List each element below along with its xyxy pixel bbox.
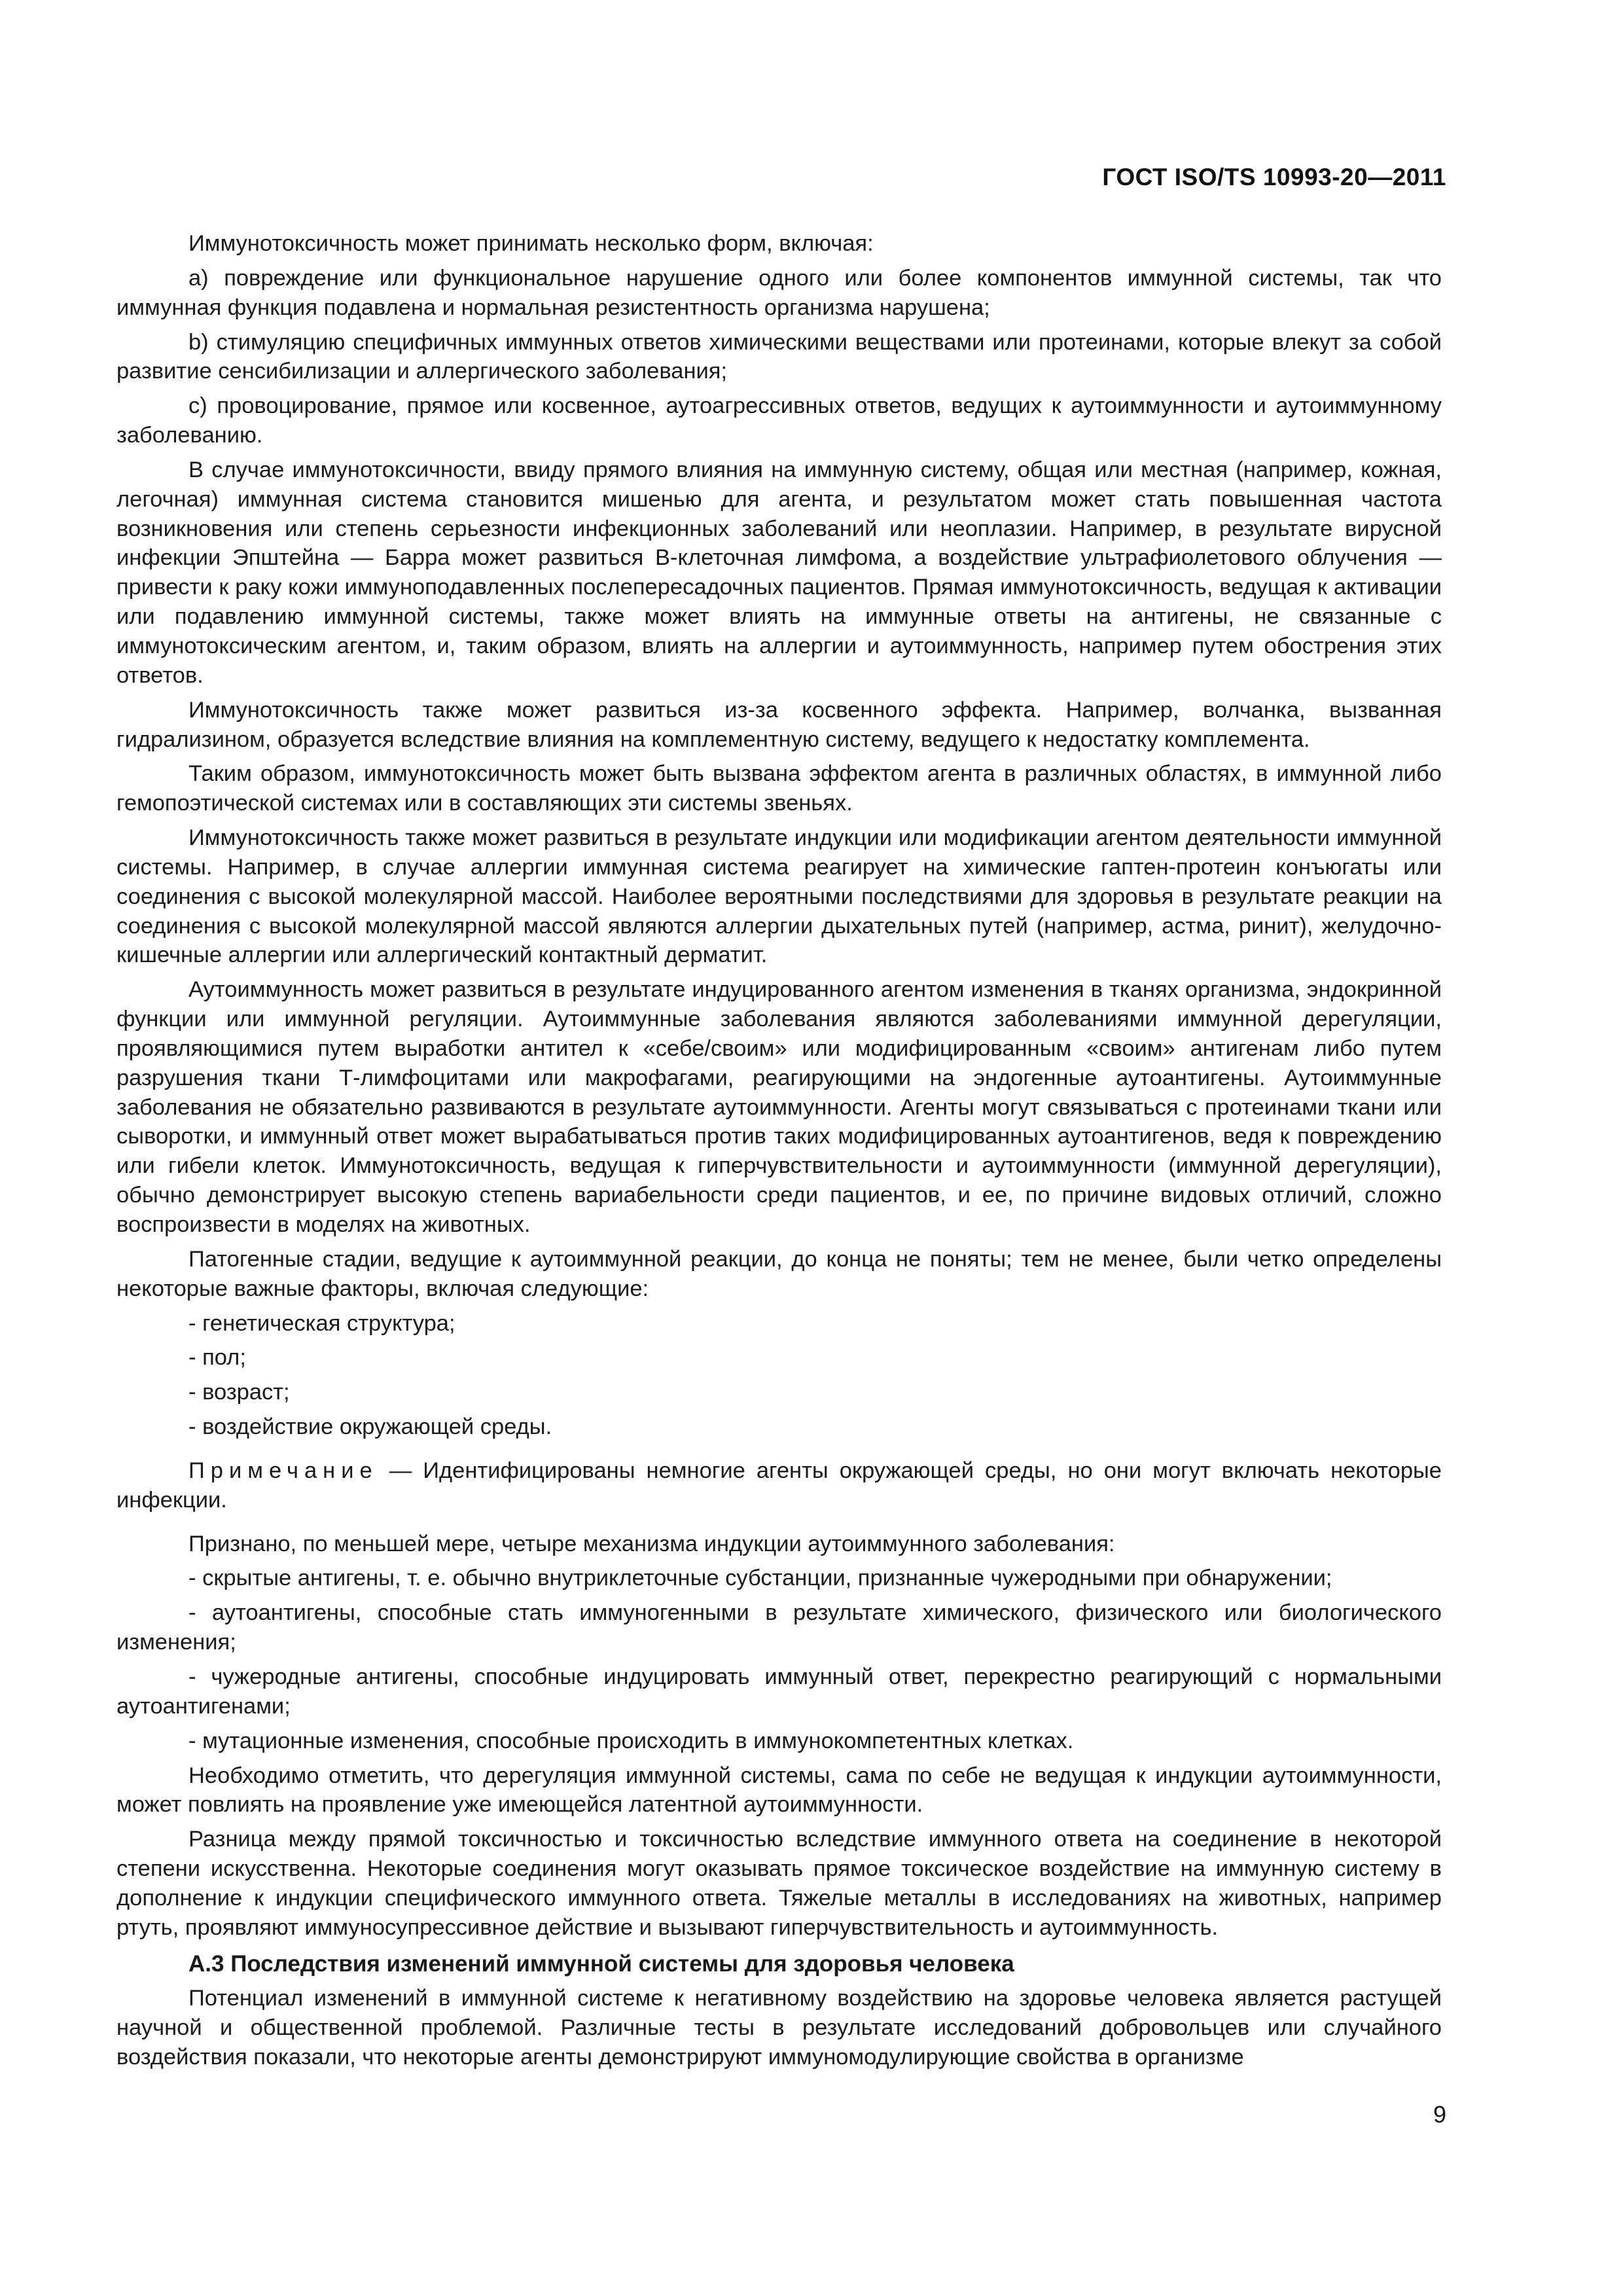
section-heading-a3: А.3 Последствия изменений иммунной системы для здоровья человека xyxy=(188,1950,1014,1977)
list-item-b: b) стимуляцию специфичных иммунных ответов химическими веществами или протеинами, которые влекут за собой развитие сенсибилизации и аллергического заболевания; xyxy=(116,329,1442,384)
page-number: 9 xyxy=(1433,2101,1446,2128)
paragraph-direct-immunotoxicity: В случае иммунотоксичности, ввиду прямого влияния на иммунную систему, общая или местная (например, кожная, легочная) иммунная система становится мишенью для агента, и результатом может стать повышенная частота возникновения или степень серьезности инфекционных заболеваний или неоплазии. Например, в результате вирусной инфекции Эпштейна — Барра может развиться В-клеточная лимфома, а воздействие ультрафиолетового облучения — привести к раку кожи иммуноподавленных послепересадочных пациентов. Прямая иммунотоксичность, ведущая к активации или подавлению иммунной системы, также может влиять на иммунные ответы на антигены, не связанные с иммунотоксическим агентом, и, таким образом, влиять на аллергии и аутоиммунность, например путем обострения этих ответов. xyxy=(116,457,1442,688)
list-item-a: a) повреждение или функциональное нарушение одного или более компонентов иммунной системы, так что иммунная функция подавлена и нормальная резистентность организма нарушена; xyxy=(116,265,1442,320)
factor-list-item: - пол; xyxy=(188,1345,246,1371)
paragraph-mechanisms: Признано, по меньшей мере, четыре механизма индукции аутоиммунного заболевания: xyxy=(188,1531,1115,1556)
mechanism-list-item: - мутационные изменения, способные происходить в иммунокомпетентных клетках. xyxy=(188,1728,1074,1753)
paragraph-direct-vs-immune: Разница между прямой токсичностью и токсичностью вследствие иммунного ответа на соединение в некоторой степени искусственна. Некоторые соединения могут оказывать прямое токсическое воздействие на иммунную систему в дополнение к индукции специфического иммунного ответа. Тяжелые металлы в исследованиях на животных, например ртуть, проявляют иммуносупрессивное действие и вызывают гиперчувствительность и аутоиммунность. xyxy=(116,1827,1442,1940)
mechanism-list-item: - чужеродные антигены, способные индуцировать иммунный ответ, перекрестно реагирующий с нормальными аутоантигенами; xyxy=(116,1664,1442,1719)
paragraph-pathogenic-stages: Патогенные стадии, ведущие к аутоиммунной реакции, до конца не поняты; тем не менее, были четко определены некоторые важные факторы, включая следующие: xyxy=(116,1246,1442,1301)
paragraph-intro: Иммунотоксичность может принимать несколько форм, включая: xyxy=(188,231,874,256)
factor-list-item: - воздействие окружающей среды. xyxy=(188,1414,552,1440)
paragraph-autoimmunity: Аутоиммунность может развиться в результате индуцированного агентом изменения в тканях организма, эндокринной функции или иммунной регуляции. Аутоиммунные заболевания являются заболеваниями иммунной дерегуляции, проявляющимися путем выработки антител к «себе/своим» или модифицированным «своим» антигенам либо путем разрушения ткани Т-лимфоцитами или макрофагами, реагирующими на эндогенные аутоантигены. Аутоиммунные заболевания не обязательно развиваются в результате аутоиммунности. Агенты могут связываться с протеинами ткани или сыворотки, и иммунный ответ может вырабатываться против таких модифицированных аутоантигенов, ведя к повреждению или гибели клеток. Иммунотоксичность, ведущая к гиперчувствительности и аутоиммунности (иммунной дерегуляции), обычно демонстрирует высокую степень вариабельности среди пациентов, и ее, по причине видовых отличий, сложно воспроизвести в моделях на животных. xyxy=(116,977,1442,1237)
paragraph-allergy: Иммунотоксичность также может развиться в результате индукции или модификации агентом деятельности иммунной системы. Например, в случае аллергии иммунная система реагирует на химические гаптен-протеин конъюгаты или соединения с высокой молекулярной массой. Наиболее вероятными последствиями для здоровья в результате реакции на соединения с высокой молекулярной массой являются аллергии дыхательных путей (например, астма, ринит), желудочно-кишечные аллергии или аллергический контактный дерматит. xyxy=(116,825,1442,968)
paragraph-conclusion: Таким образом, иммунотоксичность может быть вызвана эффектом агента в различных областях, в иммунной либо гемопоэтической системах или в составляющих эти системы звеньях. xyxy=(116,761,1442,816)
mechanism-list-item: - скрытые антигены, т. е. обычно внутриклеточные субстанции, признанные чужеродными при обнаружении; xyxy=(188,1566,1332,1591)
factor-list-item: - возраст; xyxy=(188,1380,290,1405)
document-header: ГОСТ ISO/TS 10993-20—2011 xyxy=(1102,164,1446,190)
factor-list-item: - генетическая структура; xyxy=(188,1310,455,1336)
note-label: Примечание xyxy=(188,1458,378,1483)
paragraph-indirect-effect: Иммунотоксичность также может развиться из-за косвенного эффекта. Например, волчанка, вызванная гидрализином, образуется вследствие влияния на комплементную систему, ведущего к недостатку комплемента. xyxy=(116,697,1442,752)
note-text: — Идентифицированы немногие агенты окружающей среды, но они могут включать некоторые инфекции. xyxy=(116,1458,1442,1513)
note xyxy=(116,1456,1442,1515)
list-item-c: c) провоцирование, прямое или косвенное, аутоагрессивных ответов, ведущих к аутоиммунности и аутоиммунному заболеванию. xyxy=(116,393,1442,448)
page-body xyxy=(116,229,1442,2077)
paragraph-dysregulation: Необходимо отметить, что дерегуляция иммунной системы, сама по себе не ведущая к индукции аутоиммунности, может повлиять на проявление уже имеющейся латентной аутоиммунности. xyxy=(116,1763,1442,1818)
mechanism-list-item: - аутоантигены, способные стать иммуногенными в результате химического, физического или биологического изменения; xyxy=(116,1600,1442,1655)
paragraph-health-consequences: Потенциал изменений в иммунной системе к негативному воздействию на здоровье человека является растущей научной и общественной проблемой. Различные тесты в результате исследований добровольцев или случайного воздействия показали, что некоторые агенты демонстрируют иммуномодулирующие свойства в организме xyxy=(116,1986,1442,2070)
